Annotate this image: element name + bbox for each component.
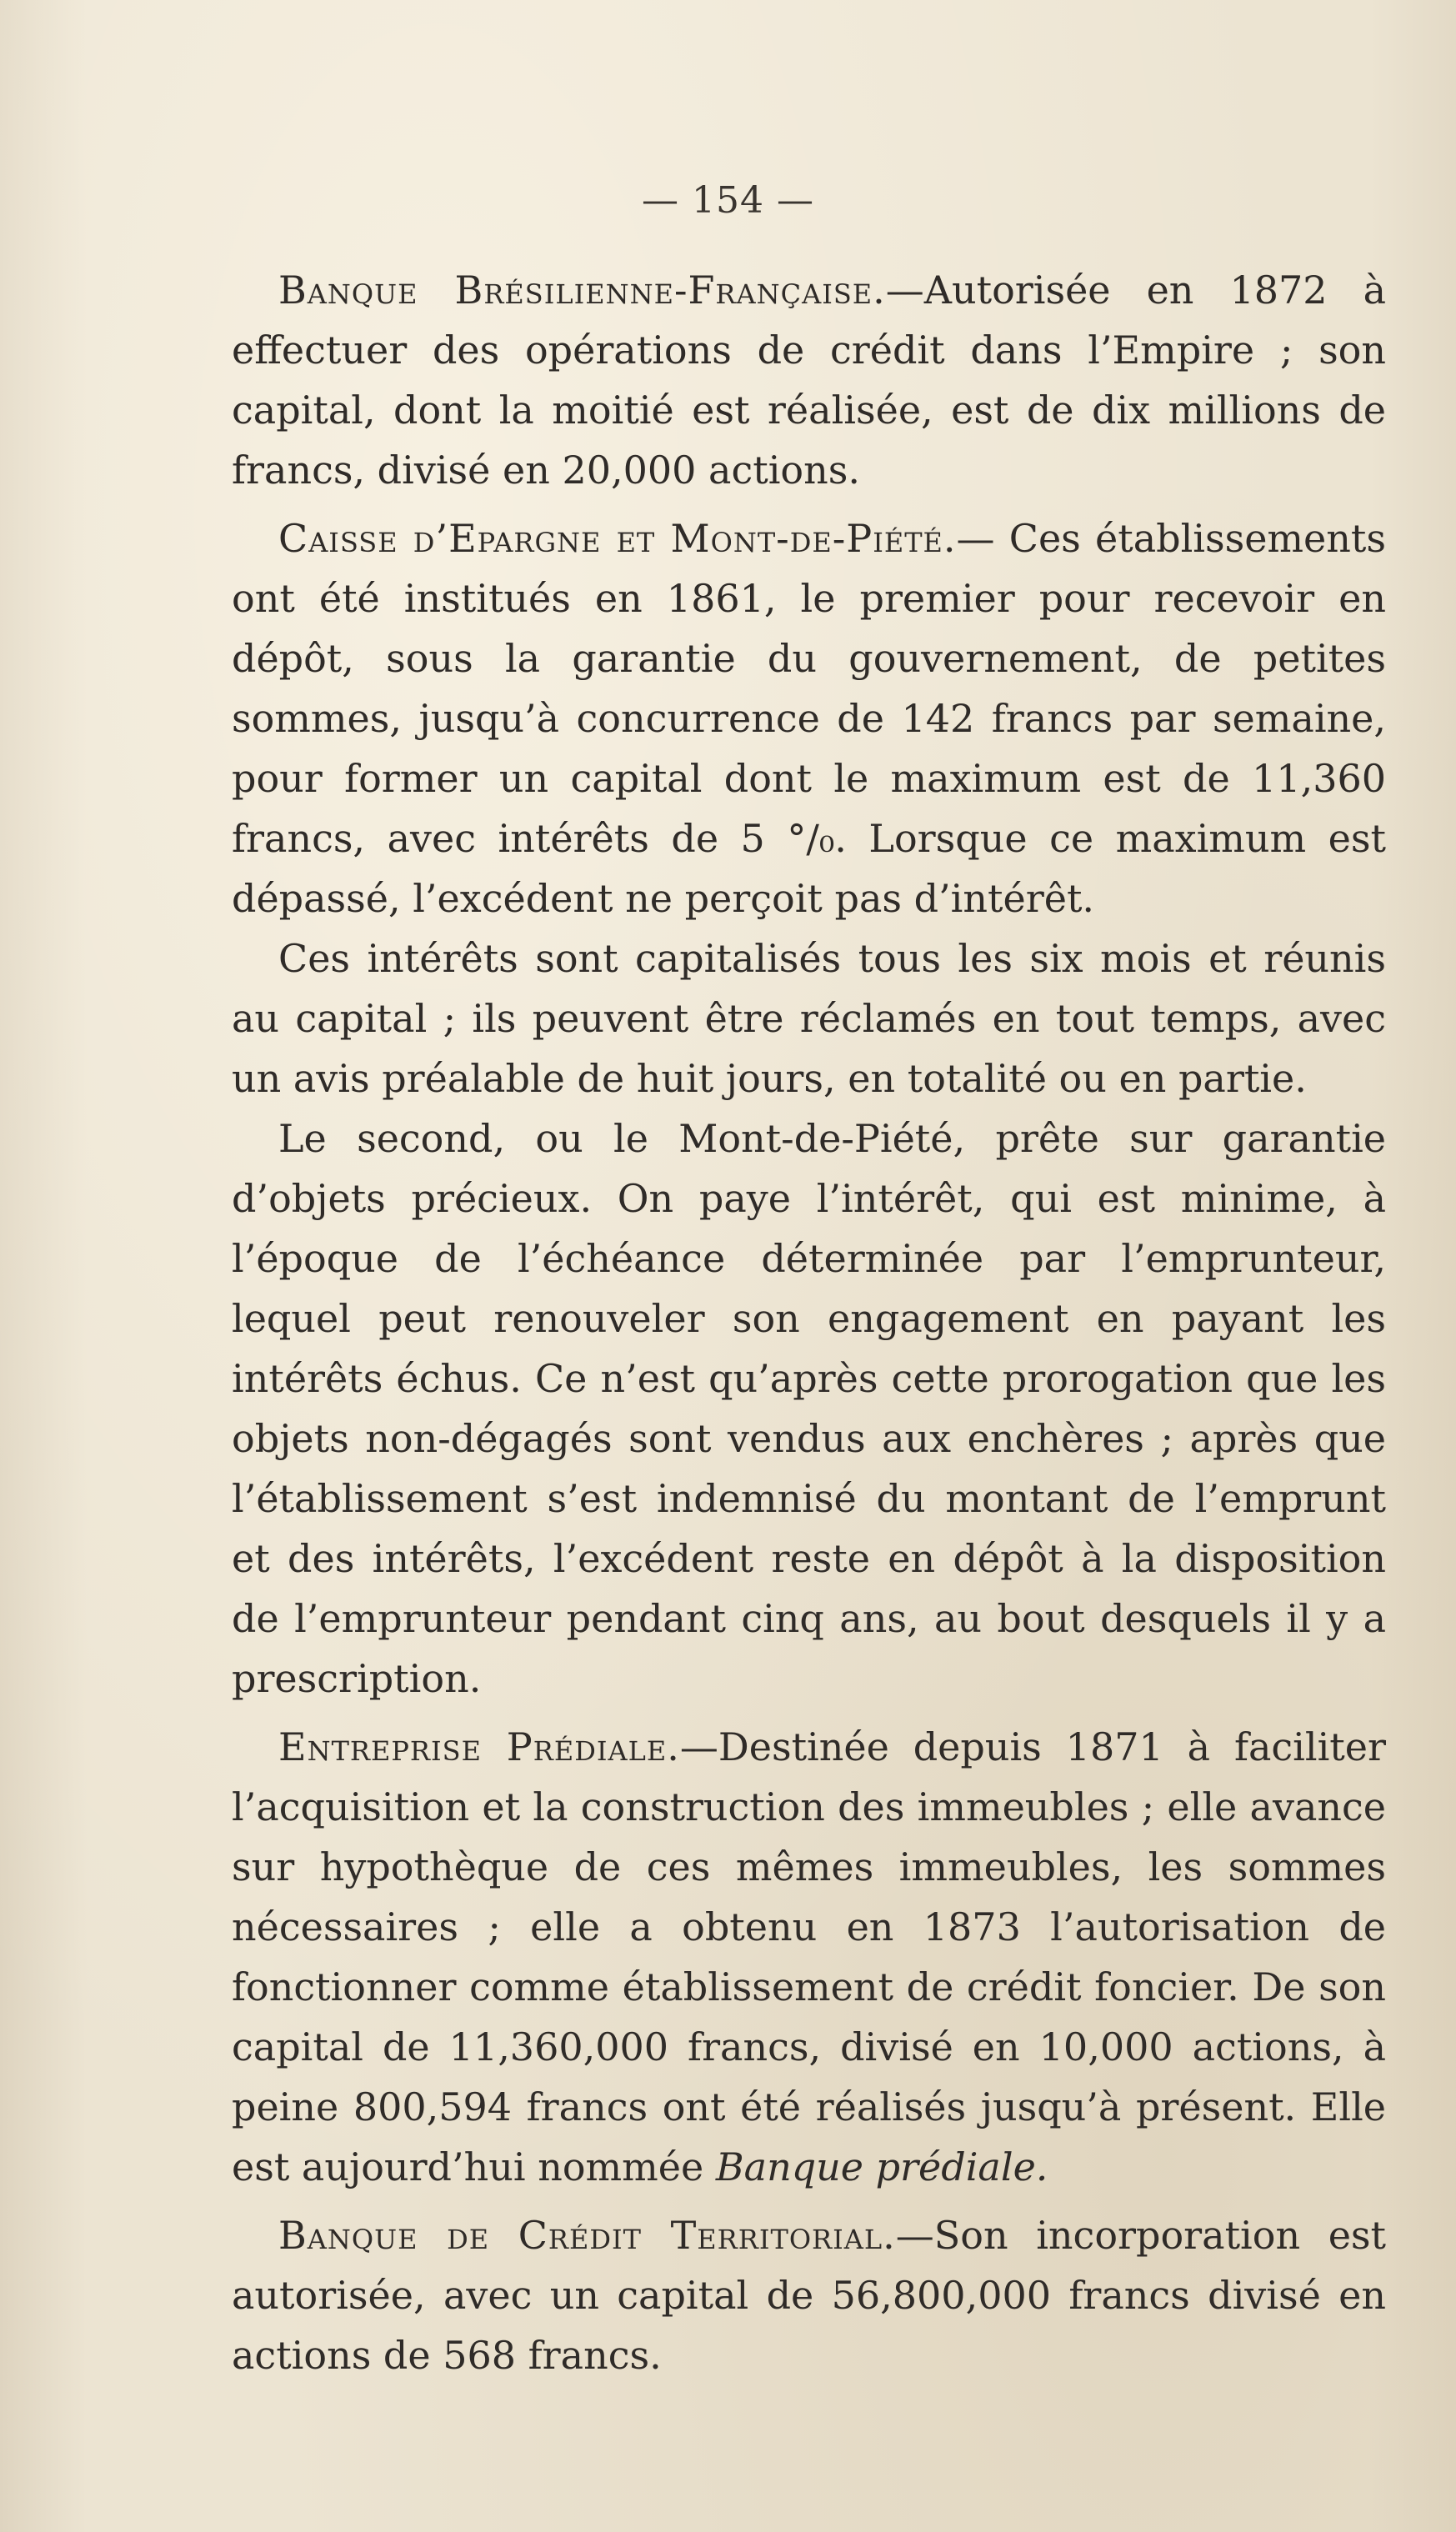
section-heading: Banque de Crédit Territorial.: [278, 2213, 896, 2258]
paragraph-text: —Son incorporation est autorisée, avec un capital de 56,800,000 francs divisé en actions de 568 francs.: [232, 2213, 1387, 2378]
paragraph-banque-bresilienne: [232, 260, 1386, 500]
paragraph-text: —Destinée depuis 1871 à faciliter l’acquisition et la construction des immeubles ; elle avance sur hypothèque de ces mêmes immeubles, les sommes nécessaires ; elle a obtenu en 1873 l’autorisation de fonctionner comme établissement de crédit foncier. De son capital de 11,360,000 francs, divisé en 10,000 actions, à peine 800,594 francs ont été réalisés jusqu’à présent. Elle est aujourd’hui nommée: [232, 1724, 1386, 2189]
paragraph-caisse-epargne: [232, 508, 1386, 928]
italic-name: Banque prédiale.: [715, 2144, 1048, 2189]
body-text: [232, 260, 1386, 2385]
section-heading: Entreprise Prédiale.: [278, 1724, 680, 1769]
paragraph-credit-territorial: [232, 2205, 1386, 2385]
paragraph-text: —Autorisée en 1872 à effectuer des opérations de crédit dans l’Empire ; son capital, dont la moitié est réalisée, est de dix millions de francs, divisé en 20,000 actions.: [232, 268, 1386, 493]
paragraph-interets: [232, 928, 1386, 1108]
paragraph-mont-de-piete: [232, 1108, 1386, 1709]
section-heading: Caisse d’Epargne et Mont-de-Piété.: [278, 516, 957, 561]
paragraph-text: — Ces établissements ont été institués en 1861, le premier pour recevoir en dépôt, sous la garantie du gouvernement, de petites sommes, jusqu’à concurrence de 142 francs par semaine, pour former un capital dont le maximum est de 11,360 francs, avec intérêts de 5 °/₀. Lorsque ce maximum est dépassé, l’excédent ne perçoit pas d’intérêt.: [232, 516, 1386, 921]
section-heading: Banque Brésilienne-Française.: [278, 268, 886, 313]
page-number: — 154 —: [642, 179, 814, 222]
paragraph-text: Ces intérêts sont capitalisés tous les six mois et réunis au capital ; ils peuvent être réclamés en tout temps, avec un avis préalable de huit jours, en totalité ou en partie.: [232, 936, 1386, 1101]
paragraph-text: Le second, ou le Mont-de-Piété, prête sur garantie d’objets précieux. On paye l’intérêt, qui est minime, à l’époque de l’échéance déterminée par l’emprunteur, lequel peut renouveler son engagement en payant les intérêts échus. Ce n’est qu’après cette prorogation que les objets non-dégagés sont vendus aux enchères ; après que l’établissement s’est indemnisé du montant de l’emprunt et des intérêts, l’excédent reste en dépôt à la disposition de l’emprunteur pendant cinq ans, au bout desquels il y a prescription.: [232, 1116, 1386, 1701]
paragraph-entreprise-prediale: [232, 1717, 1386, 2197]
